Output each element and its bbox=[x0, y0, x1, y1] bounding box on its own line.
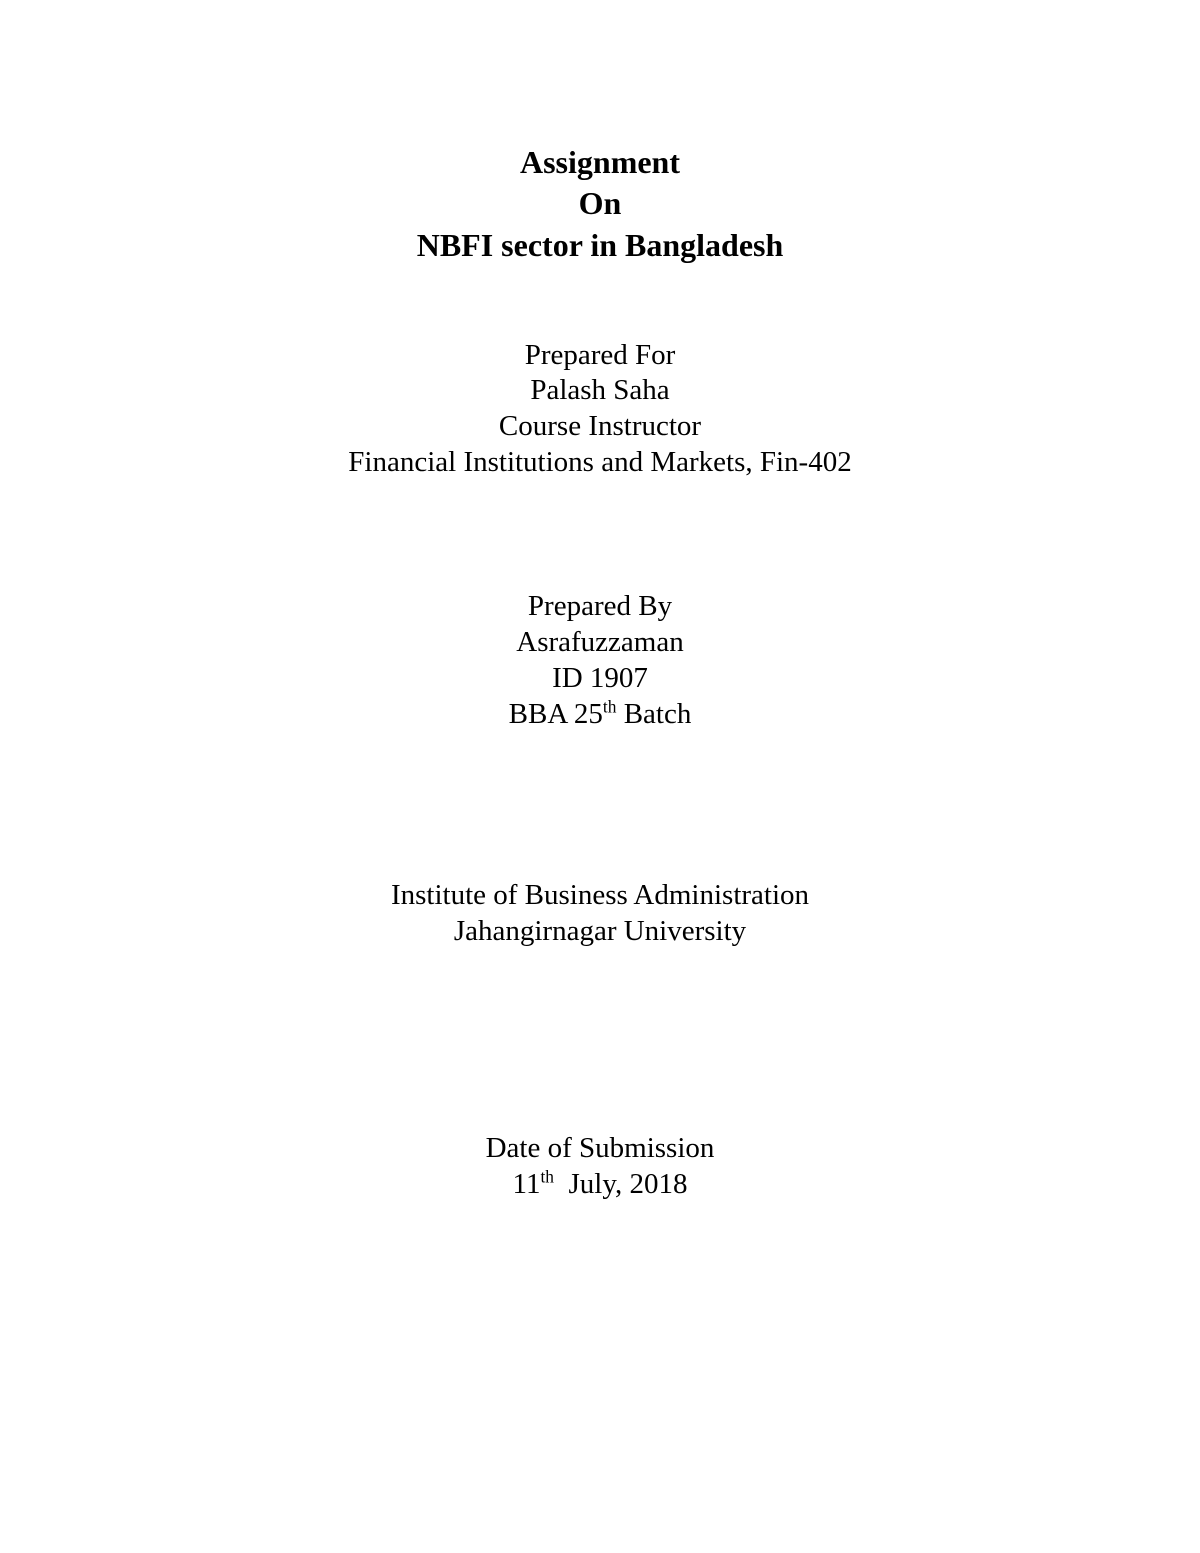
prepared-for-heading: Prepared For bbox=[524, 339, 676, 371]
batch-prefix: BBA 25 bbox=[508, 698, 603, 730]
student-batch bbox=[0, 696, 1200, 730]
batch-superscript: th bbox=[602, 696, 617, 717]
instructor-role: Course Instructor bbox=[498, 410, 702, 442]
instructor-name: Palash Saha bbox=[530, 374, 670, 406]
assignment-title-line2: On bbox=[578, 185, 622, 221]
student-name: Asrafuzzaman bbox=[516, 626, 684, 658]
date-day: 11 bbox=[512, 1168, 541, 1200]
date-superscript: th bbox=[540, 1166, 554, 1187]
prepared-by-heading: Prepared By bbox=[527, 590, 673, 622]
date-rest: July, 2018 bbox=[554, 1168, 688, 1200]
submission-heading: Date of Submission bbox=[485, 1132, 715, 1164]
course-name: Financial Institutions and Markets, Fin-402 bbox=[348, 446, 852, 478]
batch-suffix: Batch bbox=[616, 698, 692, 730]
institute-name: Institute of Business Administration bbox=[390, 879, 810, 911]
student-id: ID 1907 bbox=[552, 662, 648, 694]
university-name: Jahangirnagar University bbox=[453, 915, 747, 947]
submission-date bbox=[0, 1166, 1200, 1200]
assignment-title-line3: NBFI sector in Bangladesh bbox=[416, 227, 784, 263]
assignment-title-line1: Assignment bbox=[519, 144, 680, 180]
